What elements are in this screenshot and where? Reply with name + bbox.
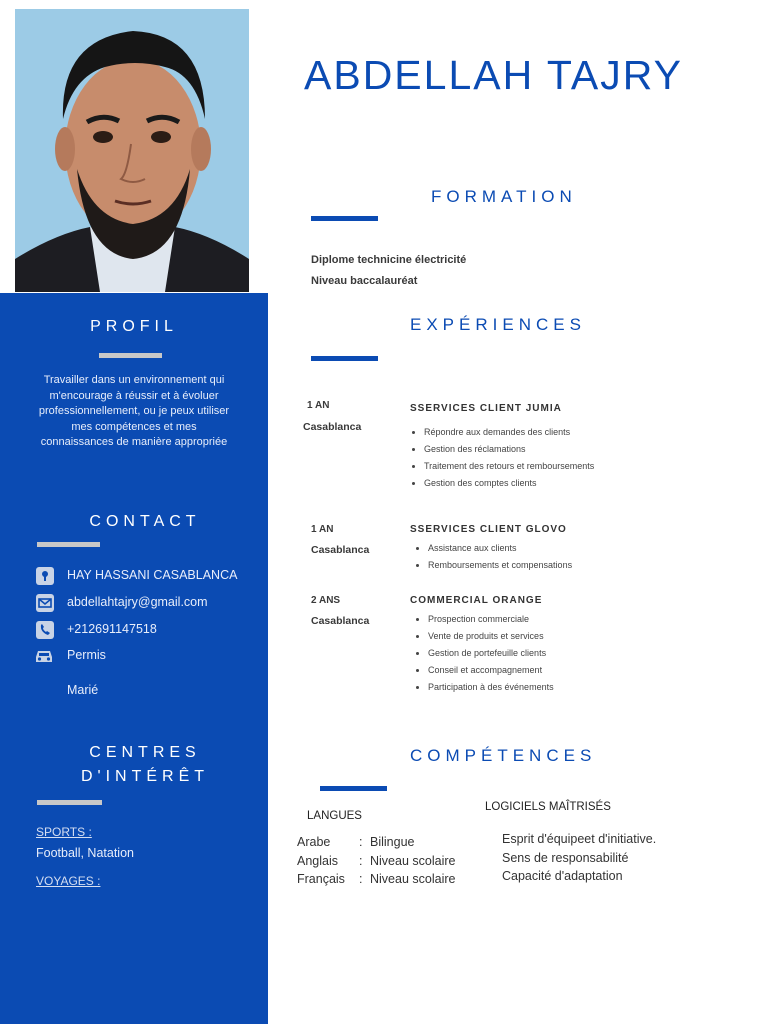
lang-sep: : xyxy=(359,835,363,849)
competences-heading: COMPÉTENCES xyxy=(410,746,597,765)
list-item: Sens de responsabilité xyxy=(502,850,629,865)
list-item xyxy=(297,870,455,889)
page-title: ABDELLAH TAJRY xyxy=(304,52,683,98)
exp3-title: COMMERCIAL ORANGE xyxy=(410,595,543,606)
contact-phone[interactable]: +212691147518 xyxy=(67,622,157,636)
exp2-duration: 1 AN xyxy=(311,524,334,535)
exp3-place: Casablanca xyxy=(311,615,370,627)
formation-line1: Diplome technicine électricité xyxy=(311,254,467,266)
list-item: • Participation à des événements xyxy=(428,679,554,696)
exp1-title: SSERVICES CLIENT JUMIA xyxy=(410,403,562,414)
list-item: Esprit d'équipeet d'initiative. xyxy=(502,832,657,846)
car-icon xyxy=(34,647,54,665)
phone-icon xyxy=(36,621,54,639)
lang-name: Arabe xyxy=(297,835,331,849)
interests-heading-line1: CENTRES xyxy=(89,744,201,761)
competences-divider xyxy=(320,786,387,791)
exp2-tasks xyxy=(414,540,572,574)
list-item xyxy=(297,852,455,871)
profil-text: Travailler dans un environnement qui m'encourage à réussir et à évoluer professionnellement, ou je peux utiliser mes compétences et mes connaissances de manière appropriée xyxy=(38,374,230,448)
list-item: • Vente de produits et services xyxy=(428,628,554,645)
exp3-tasks xyxy=(414,611,554,696)
formation-heading: FORMATION xyxy=(431,187,577,206)
experiences-heading: EXPÉRIENCES xyxy=(410,315,586,334)
list-item xyxy=(297,833,455,852)
logiciels-list xyxy=(502,830,656,886)
contact-permis: Permis xyxy=(67,648,106,662)
list-item: • Assistance aux clients xyxy=(428,540,572,557)
langues-label: LANGUES xyxy=(307,810,362,822)
contact-divider xyxy=(37,542,100,547)
contact-email[interactable]: abdellahtajry@gmail.com xyxy=(67,595,208,609)
lang-sep: : xyxy=(359,872,363,886)
list-item: • Prospection commerciale xyxy=(428,611,554,628)
profil-heading: PROFIL xyxy=(90,318,178,335)
portrait-illustration xyxy=(15,9,249,292)
list-item: • Conseil et accompagnement xyxy=(428,662,554,679)
contact-address: HAY HASSANI CASABLANCA xyxy=(67,568,238,582)
exp2-title: SSERVICES CLIENT GLOVO xyxy=(410,524,567,535)
exp1-tasks xyxy=(410,424,594,492)
mail-icon xyxy=(36,594,54,612)
list-item: • Gestion des comptes clients xyxy=(424,475,594,492)
formation-divider xyxy=(311,216,378,221)
lang-level: Niveau scolaire xyxy=(370,872,456,886)
sports-value: Football, Natation xyxy=(36,846,134,860)
lang-name: Français xyxy=(297,872,345,886)
list-item: • Gestion des réclamations xyxy=(424,441,594,458)
list-item: • Répondre aux demandes des clients xyxy=(424,424,594,441)
lang-name: Anglais xyxy=(297,853,338,868)
interests-heading-line2: D'INTÉRÊT xyxy=(80,768,210,785)
list-item: • Traitement des retours et remboursements xyxy=(424,458,594,475)
lang-sep: : xyxy=(359,853,363,868)
lang-level: Niveau scolaire xyxy=(370,853,456,868)
lang-level: Bilingue xyxy=(370,835,415,849)
langues-list xyxy=(297,833,455,889)
home-pin-icon xyxy=(36,567,54,585)
interests-divider xyxy=(37,800,102,805)
profile-photo xyxy=(15,9,249,292)
list-item: • Remboursements et compensations xyxy=(428,557,572,574)
exp2-place: Casablanca xyxy=(311,544,370,556)
list-item: Capacité d'adaptation xyxy=(502,869,623,883)
exp3-duration: 2 ANS xyxy=(311,595,341,606)
list-item: • Gestion de portefeuille clients xyxy=(428,645,554,662)
sports-label: SPORTS : xyxy=(36,825,92,839)
voyages-label: VOYAGES : xyxy=(36,874,101,888)
logiciels-label: LOGICIELS MAÎTRISÉS xyxy=(485,801,611,813)
experiences-divider xyxy=(311,356,378,361)
formation-line2: Niveau baccalauréat xyxy=(311,275,418,287)
exp1-place: Casablanca xyxy=(303,421,362,433)
contact-status: Marié xyxy=(67,683,99,697)
contact-heading: CONTACT xyxy=(89,513,201,530)
profil-divider xyxy=(99,353,162,358)
exp1-duration: 1 AN xyxy=(307,400,330,411)
